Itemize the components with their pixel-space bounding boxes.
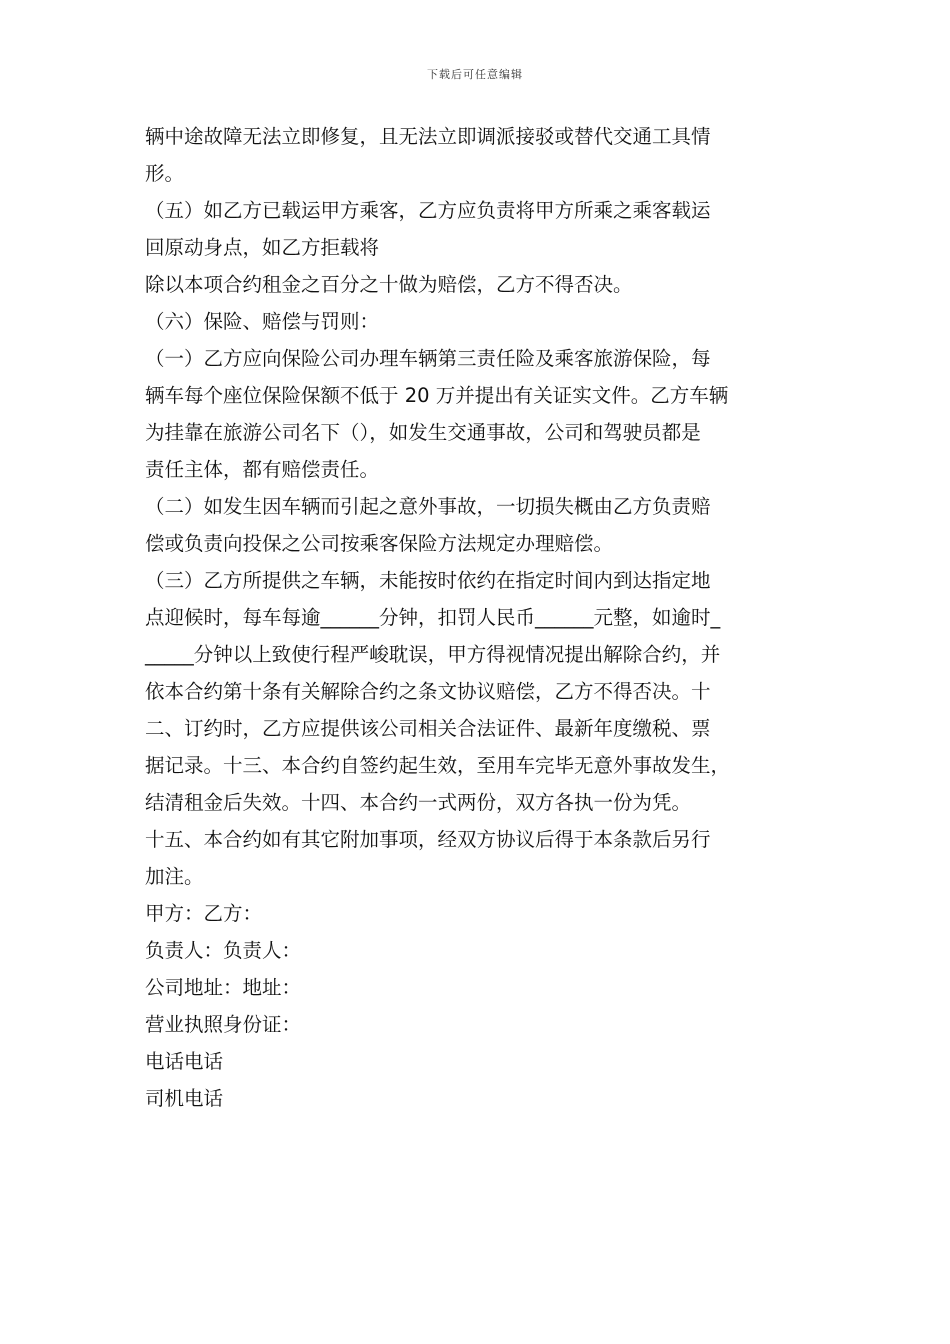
text-line: （一）乙方应向保险公司办理车辆第三责任险及乘客旅游保险，每 bbox=[145, 347, 711, 370]
document-body bbox=[145, 118, 810, 1117]
text-line: 形。 bbox=[145, 162, 185, 185]
text-line: 据记录。十三、本合约自签约起生效，至用车完毕无意外事故发生， bbox=[145, 754, 731, 777]
signature-address-line: 公司地址：地址： bbox=[145, 976, 302, 999]
text-line: 结清租金后失效。十四、本合约一式两份，双方各执一份为凭。 bbox=[145, 791, 692, 814]
signature-driver-phone-line: 司机电话 bbox=[145, 1087, 224, 1110]
page-header: 下载后可任意编辑 bbox=[427, 68, 523, 81]
text-line: 责任主体，都有赔偿责任。 bbox=[145, 458, 380, 481]
text-line: 辆中途故障无法立即修复，且无法立即调派接驳或替代交通工具情 bbox=[145, 125, 711, 148]
signature-responsible-line: 负责人：负责人： bbox=[145, 939, 302, 962]
text-line: 回原动身点，如乙方拒载将 bbox=[145, 236, 380, 259]
text-line: _____分钟以上致使行程严峻耽误，甲方得视情况提出解除合约，并 bbox=[145, 643, 721, 666]
signature-license-line: 营业执照身份证： bbox=[145, 1013, 302, 1036]
text-line: 点迎候时，每车每逾______分钟，扣罚人民币______元整，如逾时_ bbox=[145, 606, 721, 629]
text-line: （二）如发生因车辆而引起之意外事故，一切损失概由乙方负责赔 bbox=[145, 495, 711, 518]
text-line: 除以本项合约租金之百分之十做为赔偿，乙方不得否决。 bbox=[145, 273, 633, 296]
section-heading: （六）保险、赔偿与罚则： bbox=[145, 310, 380, 333]
text-line: 为挂靠在旅游公司名下（），如发生交通事故，公司和驾驶员都是 bbox=[145, 421, 701, 444]
text-line: （五）如乙方已载运甲方乘客，乙方应负责将甲方所乘之乘客载运 bbox=[145, 199, 711, 222]
text-line: 依本合约第十条有关解除合约之条文协议赔偿，乙方不得否决。十 bbox=[145, 680, 711, 703]
text-line: 二、订约时，乙方应提供该公司相关合法证件、最新年度缴税、票 bbox=[145, 717, 711, 740]
text-line: 辆车每个座位保险保额不低于 20 万并提出有关证实文件。乙方车辆 bbox=[145, 384, 729, 407]
signature-phone-line: 电话电话 bbox=[145, 1050, 224, 1073]
text-line: （三）乙方所提供之车辆，未能按时依约在指定时间内到达指定地 bbox=[145, 569, 711, 592]
text-line: 偿或负责向投保之公司按乘客保险方法规定办理赔偿。 bbox=[145, 532, 614, 555]
text-line: 加注。 bbox=[145, 865, 204, 888]
text-line: 十五、本合约如有其它附加事项，经双方协议后得于本条款后另行 bbox=[145, 828, 711, 851]
signature-party-line: 甲方：乙方： bbox=[145, 902, 263, 925]
